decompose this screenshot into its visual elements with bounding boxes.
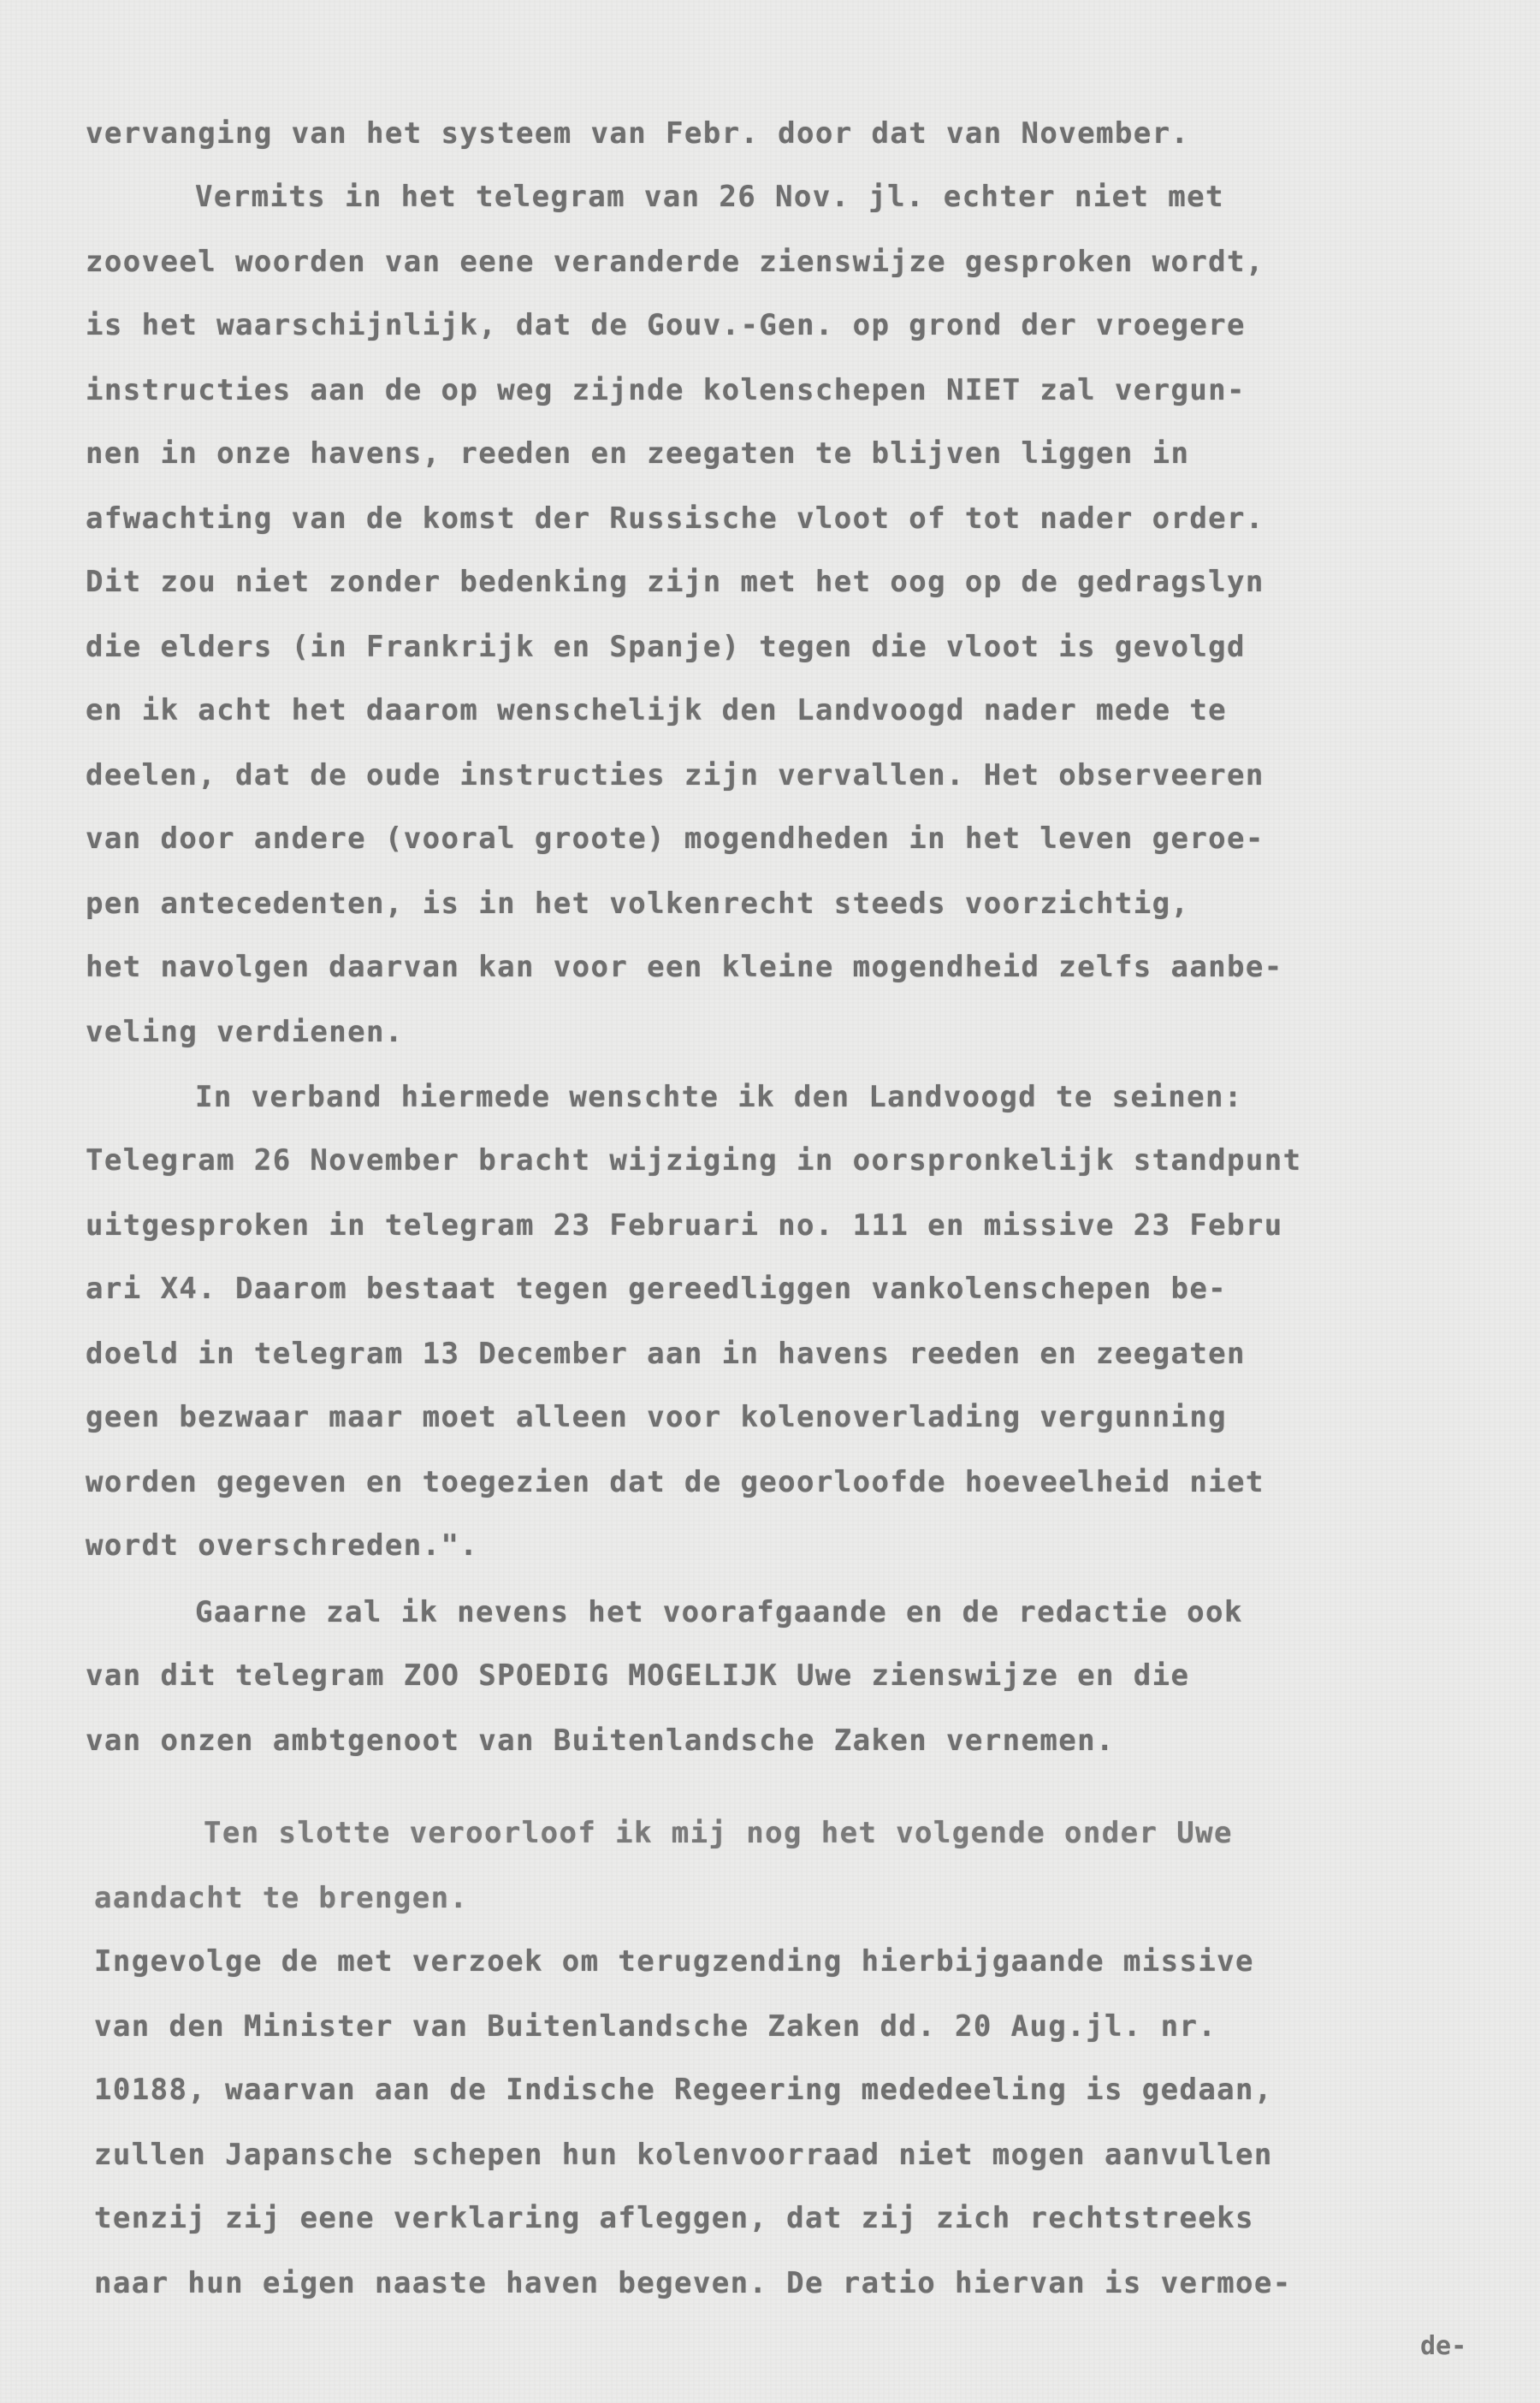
text-line: pen antecedenten, is in het volkenrecht steeds voorzichtig, xyxy=(86,887,1190,921)
text-line: zullen Japansche schepen hun kolenvoorraad niet mogen aanvullen xyxy=(94,2138,1273,2172)
text-line: deelen, dat de oude instructies zijn vervallen. Het observeeren xyxy=(86,758,1265,792)
catchword: de- xyxy=(1420,2331,1467,2361)
text-line: geen bezwaar maar moet alleen voor kolenoverlading vergunning xyxy=(86,1400,1228,1434)
text-line: tenzij zij eene verklaring afleggen, dat zij zich rechtstreeks xyxy=(94,2201,1254,2235)
text-line: Gaarne zal ik nevens het voorafgaande en de redactie ook xyxy=(195,1595,1243,1629)
text-line: het navolgen daarvan kan voor een kleine mogendheid zelfs aanbe- xyxy=(86,950,1283,984)
text-line: van dit telegram ZOO SPOEDIG MOGELIJK Uwe zienswijze en die xyxy=(86,1658,1190,1693)
text-line: instructies aan de op weg zijnde kolenschepen NIET zal vergun- xyxy=(86,373,1246,407)
text-line: vervanging van het systeem van Febr. door dat van November. xyxy=(86,116,1190,151)
text-line: veling verdienen. xyxy=(86,1015,404,1049)
text-line: Dit zou niet zonder bedenking zijn met het oog op de gedragslyn xyxy=(86,565,1265,599)
text-line: 10188, waarvan aan de Indische Regeering mededeeling is gedaan, xyxy=(94,2073,1273,2107)
text-line: is het waarschijnlijk, dat de Gouv.-Gen. op grond der vroegere xyxy=(86,308,1246,342)
text-line: nen in onze havens, reeden en zeegaten te blijven liggen in xyxy=(86,436,1190,471)
text-line: ari X4. Daarom bestaat tegen gereedliggen vankolenschepen be- xyxy=(86,1272,1228,1306)
text-line: van onzen ambtgenoot van Buitenlandsche Zaken vernemen. xyxy=(86,1724,1115,1758)
text-line: doeld in telegram 13 December aan in havens reeden en zeegaten xyxy=(86,1337,1246,1371)
text-line: In verband hiermede wenschte ik den Landvoogd te seinen: xyxy=(195,1080,1243,1114)
text-line: wordt overschreden.". xyxy=(86,1528,479,1563)
text-line: aandacht te brengen. xyxy=(94,1881,469,1915)
text-line: uitgesproken in telegram 23 Februari no. 111 en missive 23 Febru xyxy=(86,1208,1283,1243)
text-line: afwachting van de komst der Russische vloot of tot nader order. xyxy=(86,501,1265,536)
text-line: Telegram 26 November bracht wijziging in oorspronkelijk standpunt xyxy=(86,1143,1302,1178)
text-line: Vermits in het telegram van 26 Nov. jl. echter niet met xyxy=(195,180,1224,214)
text-line: die elders (in Frankrijk en Spanje) tegen die vloot is gevolgd xyxy=(86,630,1246,664)
text-line: zooveel woorden van eene veranderde zienswijze gesproken wordt, xyxy=(86,245,1265,279)
text-line: worden gegeven en toegezien dat de geoorloofde hoeveelheid niet xyxy=(86,1465,1265,1499)
text-line: naar hun eigen naaste haven begeven. De ratio hiervan is vermoe- xyxy=(94,2266,1292,2300)
text-line: van den Minister van Buitenlandsche Zaken dd. 20 Aug.jl. nr. xyxy=(94,2009,1217,2044)
text-line: Ingevolge de met verzoek om terugzending hierbijgaande missive xyxy=(94,1944,1254,1979)
text-line: Ten slotte veroorloof ik mij nog het volgende onder Uwe xyxy=(204,1816,1233,1850)
text-line: en ik acht het daarom wenschelijk den Landvoogd nader mede te xyxy=(86,693,1228,727)
text-line: van door andere (vooral groote) mogendheden in het leven geroe- xyxy=(86,822,1265,856)
